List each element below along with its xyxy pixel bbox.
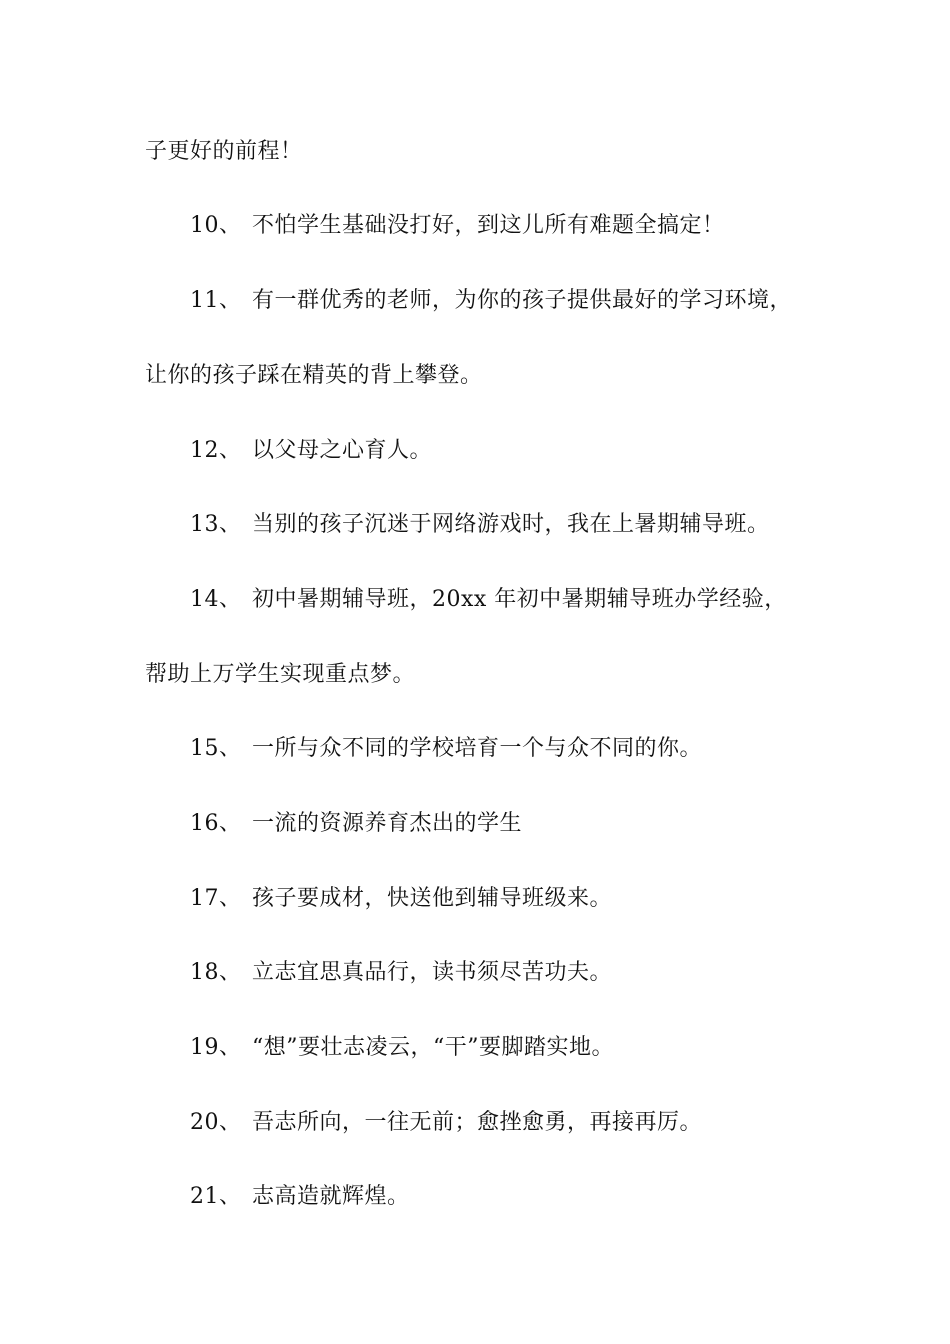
item-text: 一所与众不同的学校培育一个与众不同的你。 bbox=[252, 736, 703, 761]
item-number: 19、 bbox=[190, 1035, 242, 1060]
list-item bbox=[190, 1034, 614, 1062]
item-text: 有一群优秀的老师，为你的孩子提供最好的学习环境， bbox=[252, 288, 793, 313]
item-number: 16、 bbox=[190, 811, 242, 836]
list-item bbox=[190, 959, 612, 987]
item-text: 当别的孩子沉迷于网络游戏时，我在上暑期辅导班。 bbox=[252, 512, 770, 537]
item-number: 12、 bbox=[190, 438, 242, 463]
item-text: 志高造就辉煌。 bbox=[252, 1184, 410, 1209]
item-text: 吾志所向，一往无前；愈挫愈勇，再接再厉。 bbox=[252, 1110, 703, 1135]
list-item bbox=[190, 586, 787, 614]
item-number: 14、 bbox=[190, 587, 242, 612]
list-item bbox=[190, 212, 725, 240]
item-number: 13、 bbox=[190, 512, 242, 537]
list-item bbox=[190, 511, 770, 539]
item-text: 孩子要成材，快送他到辅导班级来。 bbox=[252, 886, 613, 911]
list-item bbox=[190, 1109, 702, 1137]
item-number: 18、 bbox=[190, 960, 242, 985]
item-number: 17、 bbox=[190, 886, 242, 911]
list-item bbox=[190, 437, 432, 465]
list-item bbox=[190, 1183, 410, 1211]
continuation-text: 子更好的前程！ bbox=[145, 139, 303, 164]
item-text: 初中暑期辅导班，20xx 年初中暑期辅导班办学经验， bbox=[252, 587, 787, 612]
list-item bbox=[190, 287, 792, 315]
item-text: 不怕学生基础没打好，到这儿所有难题全搞定！ bbox=[252, 213, 725, 238]
list-item bbox=[190, 735, 702, 763]
item-text: 以父母之心育人。 bbox=[252, 438, 433, 463]
list-item bbox=[190, 810, 522, 838]
item-number: 20、 bbox=[190, 1110, 242, 1135]
item-text: 一流的资源养育杰出的学生 bbox=[252, 811, 523, 836]
item-text: “想”要壮志凌云，“干”要脚踏实地。 bbox=[252, 1035, 614, 1060]
item-number: 10、 bbox=[190, 213, 242, 238]
item-number: 21、 bbox=[190, 1184, 242, 1209]
item-number: 15、 bbox=[190, 736, 242, 761]
list-item bbox=[190, 885, 612, 913]
item-number: 11、 bbox=[190, 288, 242, 313]
item-continuation: 帮助上万学生实现重点梦。 bbox=[145, 662, 416, 687]
item-text: 立志宜思真品行，读书须尽苦功夫。 bbox=[252, 960, 613, 985]
item-continuation: 让你的孩子踩在精英的背上攀登。 bbox=[145, 363, 483, 388]
